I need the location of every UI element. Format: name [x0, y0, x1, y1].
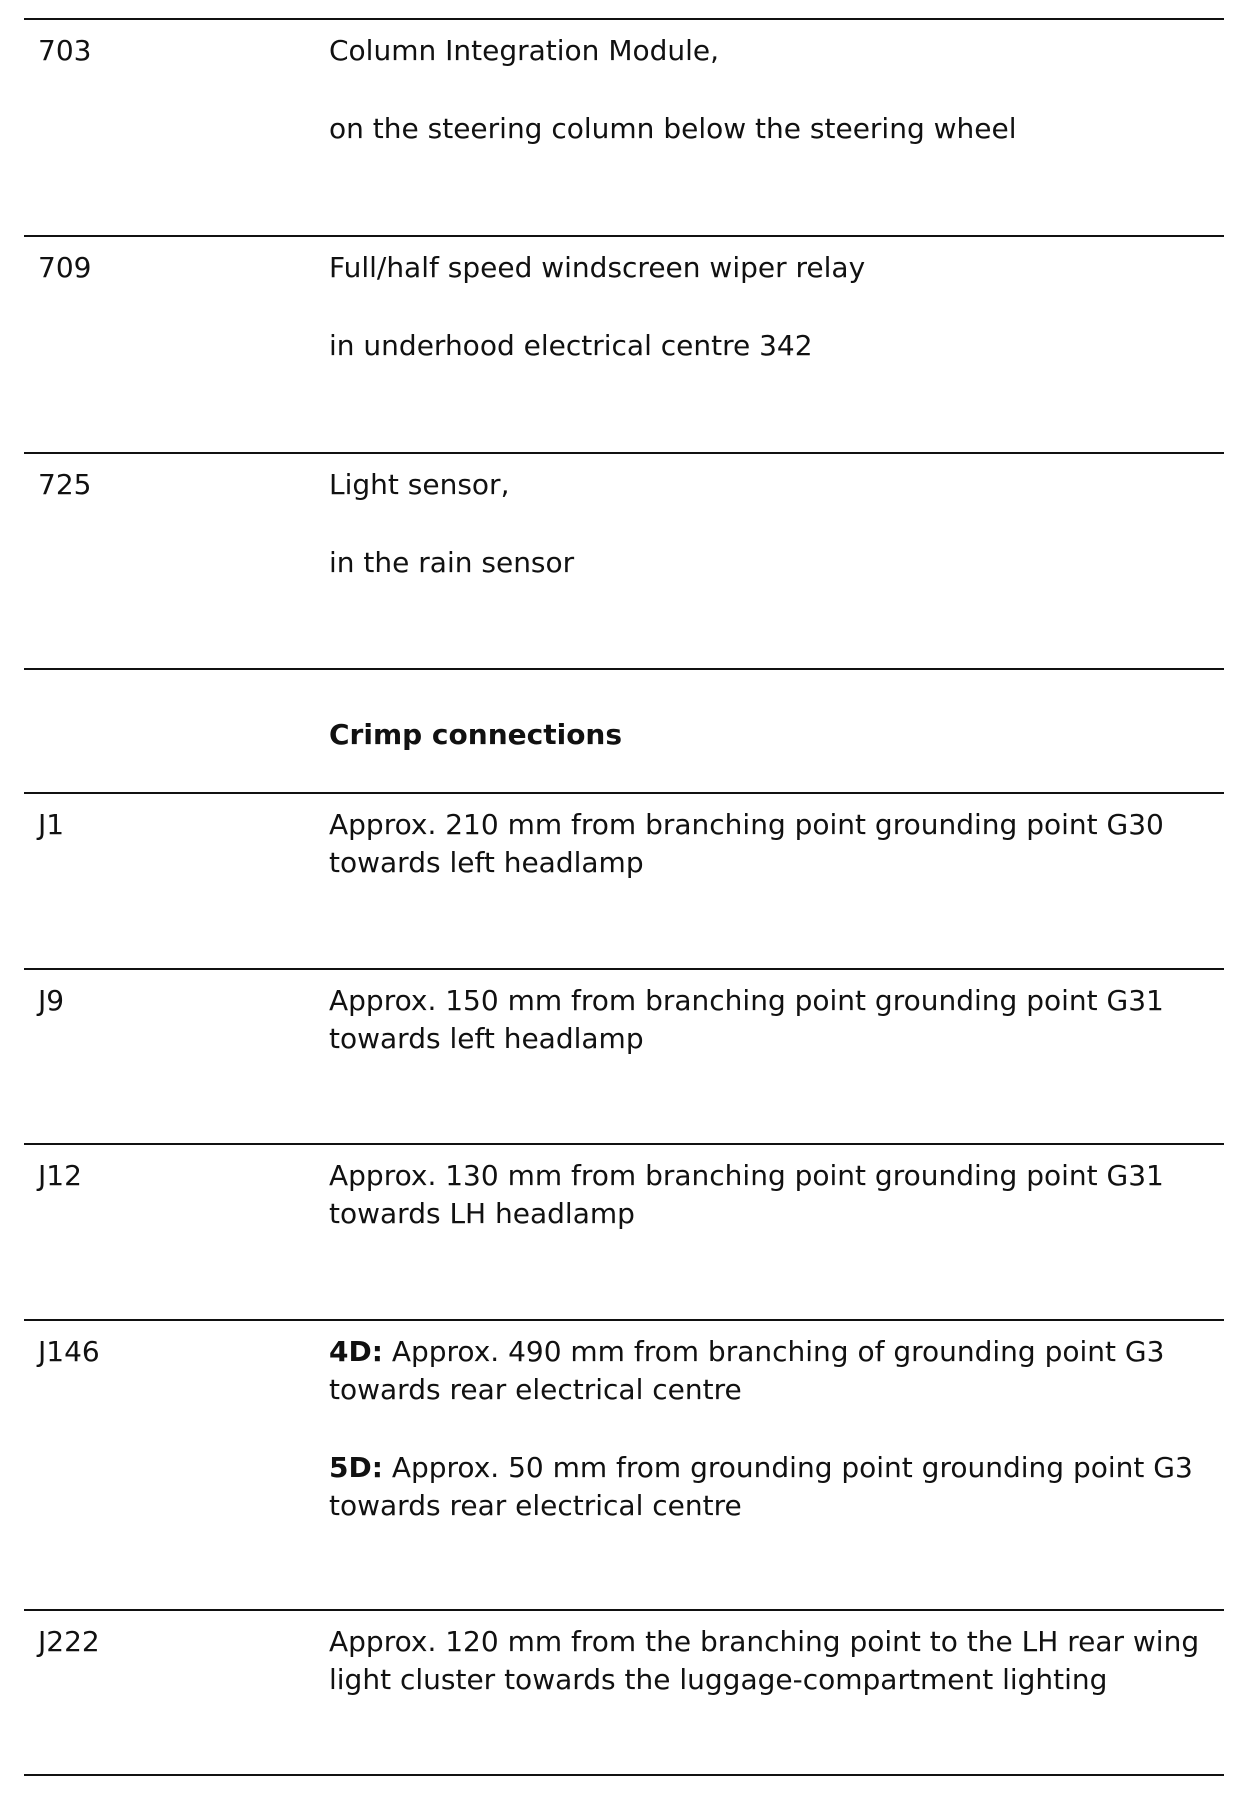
variant-prefix: 4D:: [329, 1335, 383, 1368]
variant-text: [329, 1449, 1229, 1525]
divider: [24, 792, 1224, 794]
divider: [24, 668, 1224, 670]
crimp-description: [329, 1157, 1229, 1233]
description-text: Approx. 120 mm from the branching point to the LH rear wing light cluster towards the luggage-compartment lighting: [329, 1625, 1200, 1696]
description-line: on the steering column below the steering wheel: [329, 112, 1017, 145]
divider: [24, 968, 1224, 970]
divider: [24, 452, 1224, 454]
crimp-description: [329, 1333, 1229, 1525]
crimp-code: J9: [38, 984, 65, 1017]
component-description: [329, 249, 1229, 365]
section-title: Crimp connections: [329, 718, 623, 751]
description-text: Approx. 210 mm from branching point grounding point G30 towards left headlamp: [329, 808, 1164, 879]
divider: [24, 1609, 1224, 1611]
description-line: Full/half speed windscreen wiper relay: [329, 251, 866, 284]
description-line: Light sensor,: [329, 468, 510, 501]
divider: [24, 1319, 1224, 1321]
crimp-description: [329, 982, 1229, 1058]
component-code: 725: [38, 468, 92, 501]
crimp-description: [329, 1623, 1229, 1699]
component-description: [329, 466, 1229, 582]
description-line: Column Integration Module,: [329, 34, 720, 67]
variant-body: Approx. 50 mm from grounding point grounding point G3 towards rear electrical centre: [329, 1451, 1193, 1522]
crimp-code: J1: [38, 808, 65, 841]
divider: [24, 1143, 1224, 1145]
divider: [24, 1774, 1224, 1776]
component-code: 709: [38, 251, 92, 284]
crimp-code: J222: [38, 1625, 100, 1658]
component-code: 703: [38, 34, 92, 67]
crimp-code: J12: [38, 1159, 82, 1192]
variant-prefix: 5D:: [329, 1451, 383, 1484]
divider: [24, 235, 1224, 237]
variant-text: [329, 1333, 1229, 1409]
description-line: in the rain sensor: [329, 546, 575, 579]
description-line: in underhood electrical centre 342: [329, 329, 813, 362]
crimp-description: [329, 806, 1229, 882]
description-text: Approx. 150 mm from branching point grounding point G31 towards left headlamp: [329, 984, 1164, 1055]
variant-body: Approx. 490 mm from branching of grounding point G3 towards rear electrical centre: [329, 1335, 1165, 1406]
crimp-code: J146: [38, 1335, 100, 1368]
divider: [24, 18, 1224, 20]
description-text: Approx. 130 mm from branching point grounding point G31 towards LH headlamp: [329, 1159, 1164, 1230]
component-description: [329, 32, 1229, 148]
